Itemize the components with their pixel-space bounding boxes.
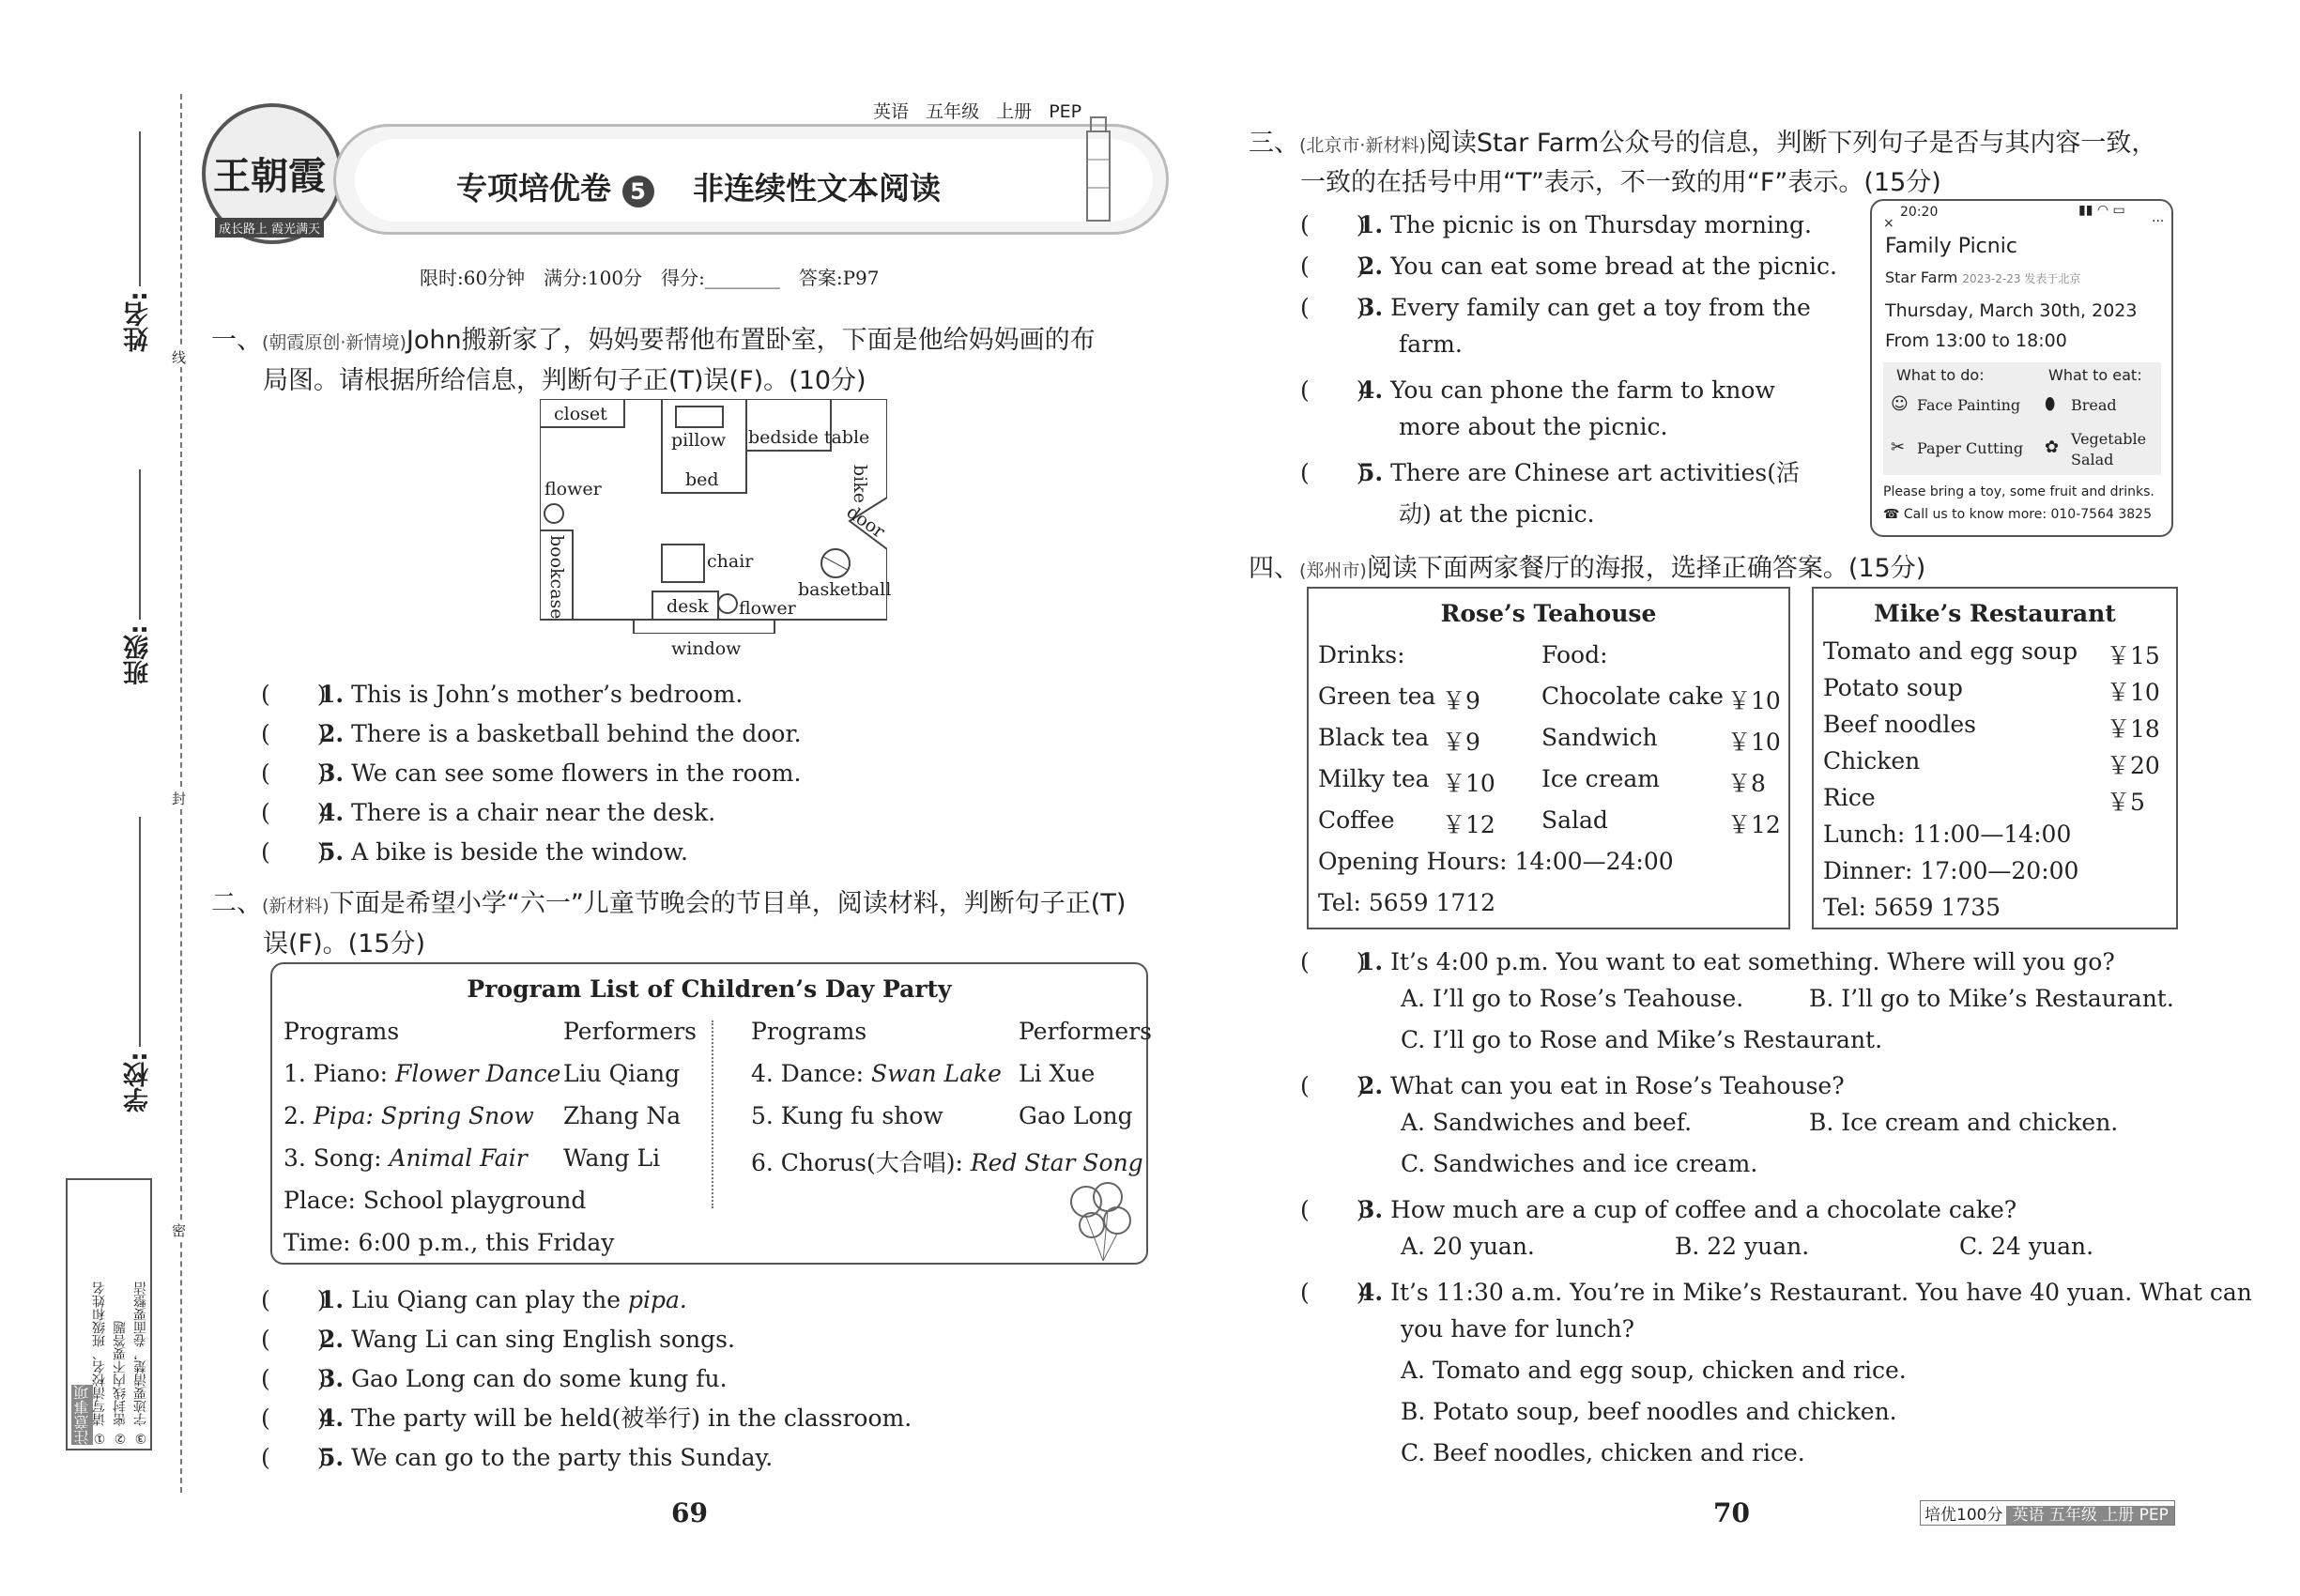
more-icon[interactable]: ··· [2152,214,2165,229]
mike-item-5: Rice [1823,784,1876,811]
q-text: You can phone the farm to know [1390,376,1775,404]
q4-4-option-a[interactable]: A. Tomato and egg soup, chicken and rice. [1401,1357,1907,1384]
q1-item-1[interactable] [261,676,743,710]
q-text: What can you eat in Rose’s Teahouse? [1390,1072,1845,1099]
rose-drink-2-price: ￥9 [1442,729,1480,756]
salad-icon: ✿ [2045,437,2060,457]
rose-food-label: Food: [1541,641,1608,668]
phone-icon: ☎ [1883,507,1900,522]
page-title [456,164,941,208]
phone-day: Thursday, March 30th, 2023 [1885,300,2138,321]
s3-src: (北京市·新材料) [1299,135,1426,156]
q-num: 2. [319,720,345,747]
rose-drink-1: Green tea [1318,683,1436,710]
activity-paper-cutting: Paper Cutting [1917,439,2024,457]
answer-paren[interactable]: ( ) [261,681,327,708]
rose-drinks-label: Drinks: [1318,641,1405,668]
q-num: 1. [1358,211,1384,238]
activity-face-painting: Face Painting [1917,396,2021,414]
header-grade: 五年级 [926,101,980,122]
program-row-3 [284,1144,528,1172]
q3-item-4-cont: more about the picnic. [1399,413,1668,440]
q4-item-1[interactable] [1300,944,2115,977]
s4-num: 四、 [1249,554,1299,583]
notes-line-1: ① 请写清校名、班级和姓名 [92,1281,107,1445]
s3-text: 阅读Star Farm公众号的信息，判断下列句子是否与其内容一致， [1425,129,2157,158]
title-text: 专项培优卷 [456,170,611,207]
q2-item-3[interactable] [261,1360,728,1394]
performer-row-4: Li Xue [1019,1060,1096,1087]
what-to-do: What to do: [1896,366,1985,384]
q-text: We can go to the party this Sunday. [351,1444,774,1471]
footer-brand [1920,1500,2175,1526]
plan-bed: bed [685,469,719,490]
q2-item-1[interactable] [261,1281,687,1315]
programs-header-right: Programs [751,1018,867,1045]
prog-name-rest: : Spring Snow [365,1102,534,1129]
answer-paren[interactable]: ( ) [1300,1279,1366,1306]
section-4-heading [1249,547,1925,584]
page-number-left: 69 [671,1497,708,1528]
q-text: There are Chinese art activities(活 [1390,459,1800,486]
prog-label: 2. [284,1102,314,1129]
mike-item-1: Tomato and egg soup [1823,637,2078,665]
phone-note: Please bring a toy, some fruit and drinks. [1883,484,2154,499]
exam-info: 限时:60分钟 满分:100分 得分:________ 答案:P97 [420,267,880,289]
rose-drink-4-price: ￥12 [1442,811,1495,838]
plan-flower-2: flower [739,598,796,619]
q-num: 5. [319,1444,345,1471]
prog-name: Flower Dance [395,1060,561,1087]
q4-item-2[interactable] [1300,1067,1845,1101]
phone-card [1870,199,2173,537]
s2-src: (新材料) [262,896,330,916]
seal-mark-3: 密 [172,1222,187,1239]
rose-tel: Tel: 5659 1712 [1318,889,1496,916]
q3-item-5-cont: 动) at the picnic. [1399,500,1595,528]
phone-activities [1883,362,2161,475]
rose-food-3: Ice cream [1541,765,1660,792]
answer-paren[interactable]: ( ) [261,1326,327,1353]
rose-food-1: Chocolate cake [1541,683,1724,710]
q3-item-4[interactable] [1300,372,1775,406]
q4-2-option-c[interactable]: C. Sandwiches and ice cream. [1401,1150,1758,1177]
q4-2-option-b[interactable]: B. Ice cream and chicken. [1809,1109,2119,1136]
notes-title: 注意事项 [73,1385,91,1445]
performers-header-right: Performers [1019,1018,1152,1045]
mike-lunch: Lunch: 11:00—14:00 [1823,821,2072,848]
rose-teahouse-poster [1307,587,1790,929]
answer-paren[interactable]: ( ) [1300,1072,1366,1099]
close-icon[interactable]: × [1883,216,1894,231]
answer-paren[interactable]: ( ) [261,1365,327,1392]
name-blank [139,131,141,286]
section-2-heading-2: 误(F)。(15分) [263,929,426,959]
q-num: 2. [319,1326,345,1353]
rose-drink-1-price: ￥9 [1442,687,1480,714]
page-number-right: 70 [1713,1497,1750,1528]
q-text: This is John’s mother’s bedroom. [351,681,744,708]
answer-paren[interactable]: ( ) [261,720,327,747]
mike-item-3-price: ￥18 [2107,715,2160,743]
s4-text: 阅读下面两家餐厅的海报，选择正确答案。(15分) [1366,554,1926,583]
q-num: 5. [319,838,345,866]
phone-call-text: Call us to know more: 010-7564 3825 [1903,507,2152,522]
q3-item-5[interactable] [1300,454,1800,488]
logo-slogan: 成长路上 霞光满天 [215,218,324,238]
mike-dinner: Dinner: 17:00—20:00 [1823,857,2079,884]
q3-item-3[interactable] [1300,289,1811,323]
performer-row-3: Wang Li [563,1144,661,1172]
q3-item-3-cont: farm. [1399,330,1463,358]
q4-1-option-c[interactable]: C. I’ll go to Rose and Mike’s Restaurant. [1401,1026,1883,1053]
answer-paren[interactable]: ( ) [261,1404,327,1432]
section-1-heading [211,319,1096,356]
answer-paren[interactable]: ( ) [261,1286,327,1313]
q-num: 1. [1358,948,1384,975]
answer-paren[interactable]: ( ) [1300,376,1366,404]
s1-src: (朝霞原创·新情境) [262,332,406,353]
q4-4-option-c[interactable]: C. Beef noodles, chicken and rice. [1401,1439,1805,1466]
q-num: 5. [1358,459,1384,486]
phone-time: 20:20 [1900,205,1939,220]
mike-title: Mike’s Restaurant [1874,600,2116,627]
mike-item-1-price: ￥15 [2107,642,2160,669]
answer-paren[interactable]: ( ) [1300,294,1366,321]
lighthouse-icon [1080,113,1117,225]
rose-open-hours: Opening Hours: 14:00—24:00 [1318,848,1674,875]
face-painting-icon: ☺ [1891,394,1909,414]
answer-paren[interactable]: ( ) [1300,253,1366,280]
q4-item-4[interactable] [1300,1274,2252,1308]
s4-src: (郑州市) [1299,560,1367,581]
prog-label: 3. Song: [284,1144,390,1172]
plan-desk: desk [667,596,709,617]
q-text: There is a chair near the desk. [351,799,716,826]
program-time: Time: 6:00 p.m., this Friday [284,1229,615,1256]
header-subject [873,98,1081,123]
answer-paren[interactable]: ( ) [261,799,327,826]
q-text: A bike is beside the window. [351,838,688,866]
q3-item-2[interactable] [1300,248,1837,282]
q3-item-1[interactable] [1300,207,1812,240]
balloons-icon [1066,1178,1136,1263]
mike-item-4-price: ￥20 [2107,752,2160,779]
plan-bookcase: bookcase [546,535,567,620]
program-row-5: 5. Kung fu show [751,1102,943,1129]
rose-food-1-price: ￥10 [1727,687,1781,714]
header-volume: 上册 [996,101,1033,122]
q1-item-5[interactable] [261,834,688,867]
bread-icon: ⬮ [2045,394,2056,414]
q-num: 1. [319,1286,345,1313]
q-num: 2. [1358,1072,1384,1099]
q-text: You can eat some bread at the picnic. [1390,253,1837,280]
q-text: The picnic is on Thursday morning. [1390,211,1812,238]
phone-from [1885,269,2080,286]
mike-tel: Tel: 5659 1735 [1823,894,2001,921]
what-to-eat: What to eat: [2048,366,2142,384]
answer-paren[interactable]: ( ) [261,838,327,866]
answer-paren[interactable]: ( ) [261,1444,327,1471]
floor-plan [540,399,892,659]
header-subject-text: 英语 [873,101,910,122]
section-3-heading-2: 一致的在括号中用“T”表示，不一致的用“F”表示。(15分) [1300,168,1941,197]
notes-line-3: ③ 字迹要清楚，卷面要整洁 [133,1281,148,1445]
answer-paren[interactable]: ( ) [1300,948,1366,975]
answer-paren[interactable]: ( ) [1300,1196,1366,1223]
plan-flower-1: flower [544,479,602,499]
q-text: It’s 4:00 p.m. You want to eat something. Where will you go? [1390,948,2115,975]
plan-bike: bike [850,465,870,503]
q4-3-option-c[interactable]: C. 24 yuan. [1959,1233,2094,1260]
notes-box [66,1178,152,1450]
rose-drink-3-price: ￥10 [1442,770,1495,797]
phone-from-name: Star Farm [1885,269,1958,286]
rose-food-3-price: ￥8 [1727,770,1766,797]
mike-item-5-price: ￥5 [2107,789,2145,816]
performer-row-2: Zhang Na [563,1102,682,1129]
q-text: Gao Long can do some kung fu. [351,1365,728,1392]
q-num: 2. [1358,253,1384,280]
q4-item-4-cont: you have for lunch? [1401,1315,1634,1343]
s3-num: 三、 [1249,129,1299,158]
answer-paren[interactable]: ( ) [261,760,327,787]
prog-label: 4. Dance: [751,1060,872,1087]
q1-item-3[interactable] [261,755,801,789]
plan-basketball: basketball [798,579,892,600]
q-num: 4. [319,1404,345,1432]
rose-food-4: Salad [1541,806,1608,834]
q4-3-option-b[interactable]: B. 22 yuan. [1675,1233,1810,1260]
section-3-heading [1249,122,2156,159]
class-label: 班级: [124,624,153,685]
program-row-1 [284,1060,560,1087]
q4-3-option-a[interactable]: A. 20 yuan. [1401,1233,1535,1260]
phone-status-icons: ▮▮ ◠ ▭ [2078,203,2125,218]
logo-badge [202,103,343,244]
q-num: 3. [1358,294,1384,321]
q2-item-4[interactable] [261,1400,912,1434]
q1-item-4[interactable] [261,794,715,828]
q4-item-3[interactable] [1300,1191,2016,1225]
q1-item-2[interactable] [261,715,802,749]
school-label: 学校: [124,1051,153,1113]
plan-closet: closet [554,404,607,424]
performers-header-left: Performers [563,1018,697,1045]
q-num: 4. [1358,376,1384,404]
q-text: There is a basketball behind the door. [351,720,802,747]
q-num: 3. [1358,1196,1384,1223]
paper-cutting-icon: ✂ [1891,437,1906,457]
rose-food-4-price: ￥12 [1727,811,1781,838]
q-text: Every family can get a toy from the [1390,294,1811,321]
logo-name: 王朝霞 [213,154,326,198]
header-edition: PEP [1049,101,1082,122]
s2-text: 下面是希望小学“六一”儿童节晚会的节目单，阅读材料，判断句子正(T) [329,889,1127,918]
prog-name: Red Star Song [970,1149,1143,1176]
q-num: 4. [319,799,345,826]
q-num: 3. [319,1365,345,1392]
mike-item-2-price: ￥10 [2107,679,2160,706]
program-row-4 [751,1060,1002,1087]
phone-title: Family Picnic [1885,235,2017,258]
food-vegetable: Vegetable [2071,430,2147,448]
program-title: Program List of Children’s Day Party [467,975,952,1003]
plan-bedside-table: bedside table [748,427,870,448]
mike-item-4: Chicken [1823,747,1921,775]
school-blank [139,817,141,1047]
plan-door: door [842,501,889,543]
title-topic: 非连续性文本阅读 [693,170,941,207]
program-row-2 [284,1102,534,1129]
q-num: 1. [319,681,345,708]
q-text: The party will be held(被举行) in the classroom. [351,1404,912,1432]
q-text: Wang Li can sing English songs. [351,1326,735,1353]
rose-food-2: Sandwich [1541,724,1658,751]
s2-num: 二、 [211,889,262,918]
title-number: 5 [622,176,654,207]
q4-1-option-b[interactable]: B. I’ll go to Mike’s Restaurant. [1809,985,2174,1012]
rose-drink-2: Black tea [1318,724,1430,751]
q4-4-option-b[interactable]: B. Potato soup, beef noodles and chicken. [1401,1398,1897,1425]
class-blank [139,469,141,620]
q-text: How much are a cup of coffee and a chocolate cake? [1390,1196,2017,1223]
plan-window: window [671,638,742,659]
rose-drink-4: Coffee [1318,806,1395,834]
footer-brand-rest: 英语 五年级 上册 PEP [2006,1506,2173,1525]
section-2-heading [211,882,1126,919]
s1-text: John搬新家了，妈妈要帮他布置卧室，下面是他给妈妈画的布 [406,326,1096,355]
phone-call [1883,507,2152,522]
answer-paren[interactable]: ( ) [1300,459,1366,486]
prog-name: Swan Lake [871,1060,1002,1087]
prog-name: Pipa [313,1102,366,1129]
rose-title: Rose’s Teahouse [1440,600,1657,627]
answer-paren[interactable]: ( ) [1300,211,1366,238]
mike-restaurant-poster [1812,587,2178,929]
food-bread: Bread [2071,396,2117,414]
title-banner [333,124,1169,235]
plan-pillow: pillow [671,430,727,451]
q-num: 3. [319,760,345,787]
program-list [270,962,1152,1265]
name-label: 姓名: [124,291,153,352]
q4-1-option-a[interactable]: A. I’ll go to Rose’s Teahouse. [1401,985,1744,1012]
q2-item-2[interactable] [261,1321,735,1355]
seal-mark-2: 封 [172,790,187,807]
q-text-italic: pipa. [627,1286,687,1313]
phone-date: 2023-2-23 发表于北京 [1962,272,2081,285]
program-place: Place: School playground [284,1187,587,1214]
performer-row-5: Gao Long [1019,1102,1133,1129]
prog-label: 1. Piano: [284,1060,396,1087]
seal-mark-1: 线 [172,349,187,366]
phone-hours: From 13:00 to 18:00 [1885,330,2067,351]
food-salad: Salad [2071,451,2114,468]
program-divider [712,1021,713,1208]
rose-food-2-price: ￥10 [1727,729,1781,756]
footer-brand-name: 培优100分 [1924,1506,2003,1525]
q-text: It’s 11:30 a.m. You’re in Mike’s Restaurant. You have 40 yuan. What can [1390,1279,2252,1306]
q-num: 4. [1358,1279,1384,1306]
program-row-6 [751,1144,1143,1178]
prog-label: 6. Chorus(大合唱): [751,1149,971,1176]
notes-line-2: ② 密封线内不要答题 [113,1320,128,1445]
rose-drink-3: Milky tea [1318,765,1430,792]
mike-item-2: Potato soup [1823,674,1963,701]
plan-chair: chair [707,551,754,572]
mike-item-3: Beef noodles [1823,711,1976,738]
prog-name: Animal Fair [389,1144,528,1172]
programs-header-left: Programs [284,1018,400,1045]
q-text: Liu Qiang can play the [351,1286,628,1313]
q-text: We can see some flowers in the room. [351,760,802,787]
performer-row-1: Liu Qiang [563,1060,681,1087]
section-1-heading-2: 局图。请根据所给信息，判断句子正(T)误(F)。(10分) [263,366,866,395]
q2-item-5[interactable] [261,1439,773,1473]
s1-num: 一、 [211,326,262,355]
q4-2-option-a[interactable]: A. Sandwiches and beef. [1401,1109,1693,1136]
